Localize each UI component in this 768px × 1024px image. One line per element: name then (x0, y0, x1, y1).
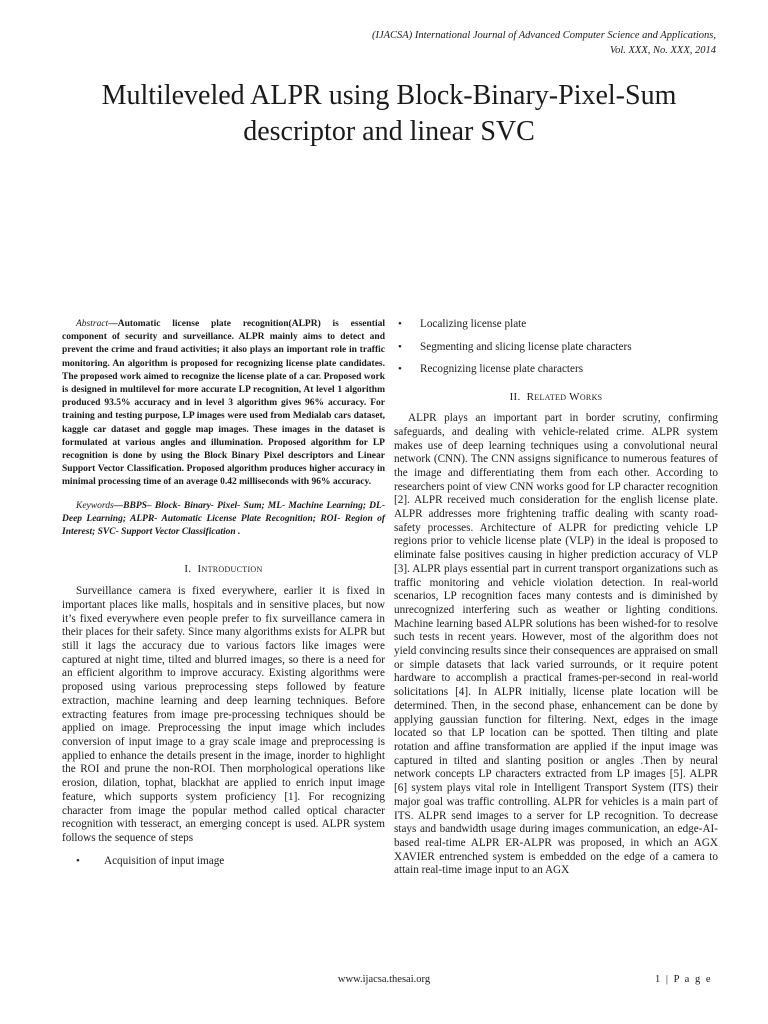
page-number: 1 | P a g e (655, 974, 712, 985)
keywords-lead: Keywords (76, 500, 114, 511)
abstract-text: —Automatic license plate recognition(ALPR) is essential component of security and surveillance. ALPR mainly aims to detect and prevent the crime and fraud activities; it also plays an important role in traffic monitoring. An algorithm is proposed for recognizing license plate candidates. The proposed work aimed to recognize the license plate of a car. Proposed work is designed in multilevel for more accurate LP recognition, At level 1 algorithm produced 93.5% accuracy and in level 3 algorithm gives 96% accuracy. For training and testing purpose, LP images were used from Medialab cars dataset, kaggle car dataset and goggle map images. These images in the dataset is formulated at various angles and illumination. Proposed algorithm for LP recognition is done by using the Block Binary Pixel descriptors and Linear Support Vector Classification. Proposed algorithm produces higher accuracy in minimal processing time of an average 0.42 milliseconds with 96% accuracy. (62, 319, 385, 488)
introduction-paragraph: Surveillance camera is fixed everywhere, earlier it is fixed in important places like malls, hospitals and in sensitive places, but now it’s fixed everywhere even people prefer to fix surveillance camera in their places for their safety. Since many algorithms exists for ALPR but still it lags the accuracy due to various factors like images were captured at night time, tilted and blurred images, so there is a need for an efficient algorithm to improve accuracy. Existing algorithms were proposed using various preprocessing steps followed by feature extraction, machine learning and deep learning techniques. Before extracting features from image pre-processing techniques should be applied on image. Preprocessing the input image which includes conversion of input image to a gray scale image and preprocessing is applied to enhance the details present in the image, inorder to highlight the ROI and prune the non-ROI. Then morphological operations like erosion, dilation, tophat, blackhat are applied to enrich input image feature, which supports system proficiency [1]. For recognizing character from image the popular method called optical character recognition with tesseract, an emerging concept is used. ALPR system follows the sequence of steps (62, 585, 385, 844)
list-item: • Localizing license plate (398, 318, 527, 330)
list-item: • Acquisition of input image (76, 854, 225, 867)
right-column (394, 318, 718, 878)
bullet-icon: • (76, 854, 80, 867)
bullet-icon: • (398, 340, 402, 353)
section-title: Related Works (526, 391, 603, 404)
section-heading-related-works (394, 391, 718, 403)
keywords (62, 500, 385, 540)
steps-list-left (62, 855, 385, 869)
bullet-icon: • (398, 318, 402, 330)
journal-header (156, 28, 716, 58)
section-number: I. (184, 563, 192, 576)
journal-header-line1: (IJACSA) International Journal of Advanced Computer Science and Applications, (371, 30, 716, 41)
bullet-icon: • (398, 363, 402, 376)
abstract-lead: Abstract (76, 319, 109, 329)
list-item: • Recognizing license plate characters (398, 363, 584, 376)
left-column (62, 318, 385, 877)
section-heading-introduction (62, 563, 385, 575)
keywords-text: —BBPS– Block- Binary- Pixel- Sum; ML- Machine Learning; DL- Deep Learning; ALPR- Automatic License Plate Recognition; ROI- Region of Interest; SVC- Support Vector Classification . (62, 500, 385, 538)
footer-url: www.ijacsa.thesai.org (337, 974, 431, 985)
related-works-paragraph: ALPR plays an important part in border scrutiny, confirming safeguards, and dealing with vehicle-related crime. ALPR system makes use of deep learning techniques using a convolutional neural network (CNN). The CNN assigns significance to numerous features of the image and differentiating them from each other. According to researchers point of view CNN works good for LP character recognition [2]. ALPR received much consideration for the english license plate. ALPR addresses more frightening traffic dealing with scanty road-safety processes. Architecture of ALPR for predicting vehicle LP regions prior to vehicle license plate (VLP) in the ideal is proposed to eliminate false positives causing in higher prediction accuracy of VLP [3]. ALPR plays essential part in current transport organizations such as traffic monitoring and vehicle violation detection. In real-world scenarios, LP recognition faces many contests and is diminished by unrecognized interfering such as weather or lighting conditions. Machine learning based ALPR solutions has been wished-for to resolve such tests in recent years. However, most of the algorithm does not yield convincing results since their consequences are appraised on small or simple datasets that lack varied surrounds, or it require potent hardware to accomplish a practical frames-per-second in real-world solicitations [4]. In ALPR initially, license plate location will be determined. Then, in the second phase, enhancement can be done by applying gaussian function for filtering. Next, edges in the image located so that LP location can be spotted. Then tilting and plate rotation and affine transformation are applied if the input image was captured in tilted and slanting position or angles .Then by neural network concepts LP characters extracted from LP images [5]. ALPR [6] system plays vital role in Intelligent Transport System (ITS) their major goal was traffic controlling. ALPR for vehicles is a main part of ITS. ALPR send images to a server for LP recognition. To decrease stays and bandwidth usage during images communication, an edge-AI-based real-time ALPR ER-ALPR was proposed, in which an AGX XAVIER entrenched system is embedded on the edge of a camera to attain real-time image input to an AGX (394, 412, 718, 877)
steps-list-right (394, 318, 718, 377)
section-title: Introduction (197, 563, 263, 576)
journal-header-line2: Vol. XXX, No. XXX, 2014 (609, 45, 716, 56)
abstract (62, 318, 385, 490)
paper-title: Multileveled ALPR using Block-Binary-Pixel-Sum descriptor and linear SVC (101, 80, 677, 147)
list-item: • Segmenting and slicing license plate characters (398, 340, 632, 353)
section-number: II. (509, 391, 521, 404)
